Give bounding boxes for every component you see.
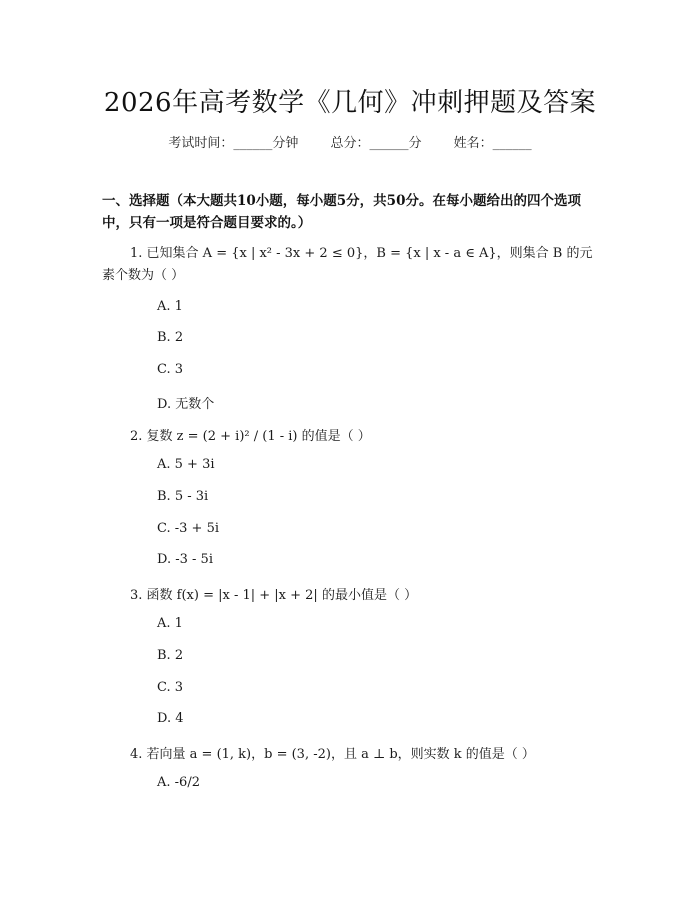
section-heading-multiple-choice: 一、选择题（本大题共10小题，每小题5分，共50分。在每小题给出的四个选项中，只有一项是符合题目要求的。） <box>102 193 581 231</box>
question-1-option-d: D. 无数个 <box>157 397 215 412</box>
question-1-stem: 1. 已知集合 A = {x | x² - 3x + 2 ≤ 0}，B = {x | x - a ∈ A}，则集合 B 的元素个数为（ ） <box>102 246 593 283</box>
question-2-option-c: C. -3 + 5i <box>157 521 219 536</box>
question-2-stem: 2. 复数 z = (2 + i)² / (1 - i) 的值是（ ） <box>130 429 371 444</box>
question-2-option-a: A. 5 + 3i <box>157 457 215 472</box>
exam-time-field: 考试时间：______分钟 <box>168 136 299 151</box>
question-3-option-c: C. 3 <box>157 680 184 695</box>
student-name-field: 姓名：______ <box>453 136 532 151</box>
question-4-stem: 4. 若向量 a = (1, k)，b = (3, -2)，且 a ⊥ b，则实数 k 的值是（ ） <box>130 747 535 762</box>
question-1-option-a: A. 1 <box>157 299 183 314</box>
question-4-option-a: A. -6/2 <box>157 775 200 790</box>
question-3-stem: 3. 函数 f(x) = |x - 1| + |x + 2| 的最小值是（ ） <box>130 588 418 603</box>
question-2-option-b: B. 5 - 3i <box>157 489 209 504</box>
question-3-option-a: A. 1 <box>157 616 183 631</box>
question-1-option-b: B. 2 <box>157 330 184 345</box>
question-2-option-d: D. -3 - 5i <box>157 552 213 567</box>
question-3-option-b: B. 2 <box>157 648 184 663</box>
question-1-option-c: C. 3 <box>157 362 184 377</box>
exam-meta-line <box>0 132 700 151</box>
total-score-field: 总分：______分 <box>330 136 422 151</box>
question-3-option-d: D. 4 <box>157 711 184 726</box>
exam-title: 2026年高考数学《几何》冲刺押题及答案 <box>103 88 597 118</box>
